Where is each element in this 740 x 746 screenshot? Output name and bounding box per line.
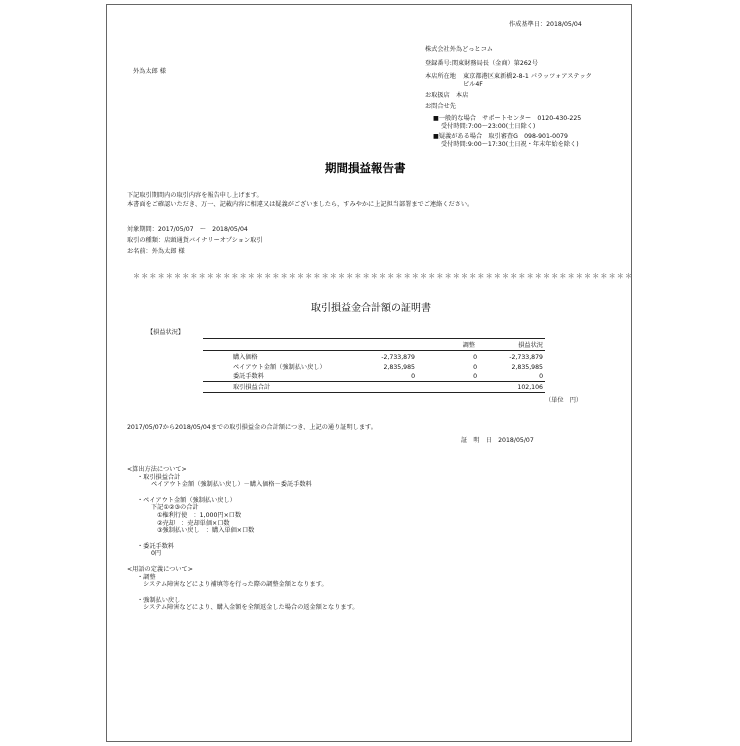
row-result: 0 <box>539 373 543 380</box>
certification-statement: 2017/05/07から2018/05/04までの取引損益金の合計額につき、上記の通り証明します。 <box>127 424 377 431</box>
certificate-title: 取引損益金合計額の証明書 <box>311 303 431 314</box>
total-value: 102,106 <box>517 384 543 391</box>
term-adj-desc: システム障害などにより補填等を行った際の調整金額となります。 <box>143 581 328 589</box>
table-header-border <box>203 350 545 351</box>
row-result: -2,733,879 <box>509 354 543 361</box>
calc-pl: ・取引損益合計 <box>137 473 181 481</box>
term-header: <用語の定義について> <box>127 566 193 573</box>
row-adjust: 0 <box>473 354 477 361</box>
row-value: -2,733,879 <box>381 354 415 361</box>
col-header-adjust: 調整 <box>462 342 475 349</box>
calc-p1: ①権利行使 ：1,000円×口数 <box>157 511 242 519</box>
target-period: 対象期間：2017/05/07 ～ 2018/05/04 <box>127 226 248 233</box>
row-label: ペイアウト金額（強制払い戻し） <box>233 364 326 371</box>
company-branch: お取扱店 本店 <box>425 92 469 99</box>
general-contact-line: ■一般的な場合 サポートセンター 0120-430-225 <box>433 115 582 122</box>
name-value: 外為太郎 様 <box>151 248 185 255</box>
row-label: 委託手数料 <box>233 373 264 380</box>
company-address-label: 本店所在地 <box>425 73 456 80</box>
unit-note: （単位 円） <box>545 397 583 404</box>
col-header-result: 損益状況 <box>518 342 543 349</box>
calc-fee: ・委託手数料 <box>137 542 175 550</box>
report-title: 期間損益報告書 <box>325 161 406 175</box>
company-contact: お問合せ先 <box>425 103 456 110</box>
term-forced: ・強制払い戻し <box>137 596 181 604</box>
section-label: 【損益状況】 <box>147 329 185 336</box>
name-label-text: お名前： <box>127 248 152 255</box>
company-name: 株式会社外為どっとコム <box>425 46 493 53</box>
row-value: 0 <box>411 373 415 380</box>
recipient-name: 外為太郎 様 <box>133 68 166 75</box>
name-label <box>127 248 185 256</box>
company-address-line2: ビル4F <box>463 81 483 88</box>
proof-date: 証 明 日 2018/05/07 <box>461 437 534 444</box>
doubt-contact-hours: 受付時間:9:00～17:30(土日祝・年末年始を除く) <box>441 141 579 148</box>
created-date: 作成基準日：2018/05/04 <box>509 21 582 28</box>
term-definition-notes <box>127 566 358 612</box>
calc-payout: ・ペイアウト金額（強制払い戻し） <box>137 496 236 504</box>
transaction-type: 取引の種類：店頭通貨バイナリーオプション取引 <box>127 237 263 244</box>
calc-header: <算出方法について> <box>127 466 187 473</box>
row-adjust: 0 <box>473 373 477 380</box>
calc-method-notes <box>127 466 312 558</box>
company-registration: 登録番号:関東財務局長（金商）第262号 <box>425 60 538 67</box>
intro-line-1: 下記取引期間内の取引内容を報告申し上げます。 <box>127 192 263 199</box>
separator-stars: ＊＊＊＊＊＊＊＊＊＊＊＊＊＊＊＊＊＊＊＊＊＊＊＊＊＊＊＊＊＊＊＊＊＊＊＊＊＊＊＊＊＊＊＊＊＊＊＊＊＊＊＊＊＊＊＊＊＊＊＊＊ <box>133 272 634 280</box>
calc-p2: ②売却 ：売却単価×口数 <box>157 519 230 527</box>
term-forced-desc: システム障害などにより、購入金額を全額返金した場合の返金額となります。 <box>143 604 359 612</box>
calc-payout-sub: 下記①②③の合計 <box>151 504 199 512</box>
table-top-border <box>203 338 545 339</box>
general-contact-hours: 受付時間:7:00～23:00(土日除く) <box>441 123 536 130</box>
total-label: 取引損益合計 <box>233 384 271 391</box>
intro-line-2: 本書面をご確認いただき、万一、記載内容に相違又は疑義がございましたら，すみやかに上記担当部署までご連絡ください。 <box>127 201 474 208</box>
table-bottom-border <box>203 392 545 393</box>
row-label: 購入価格 <box>233 354 258 361</box>
row-adjust: 0 <box>473 364 477 371</box>
term-adj: ・調整 <box>137 573 156 581</box>
row-result: 2,835,985 <box>511 364 543 371</box>
company-address-line1: 東京都港区東新橋2-8-1 パラッツォアステック <box>463 73 592 80</box>
calc-pl-formula: ペイアウト金額（強制払い戻し）－購入価格－委託手数料 <box>151 481 312 489</box>
doubt-contact-line: ■疑義がある場合 取引審査G 098-901-0079 <box>433 133 568 140</box>
table-total-border <box>203 381 545 382</box>
row-value: 2,835,985 <box>383 364 415 371</box>
calc-p3: ③強制払い戻し ：購入単価×口数 <box>157 527 255 535</box>
calc-fee-value: 0円 <box>151 550 162 558</box>
document-page <box>106 4 632 742</box>
